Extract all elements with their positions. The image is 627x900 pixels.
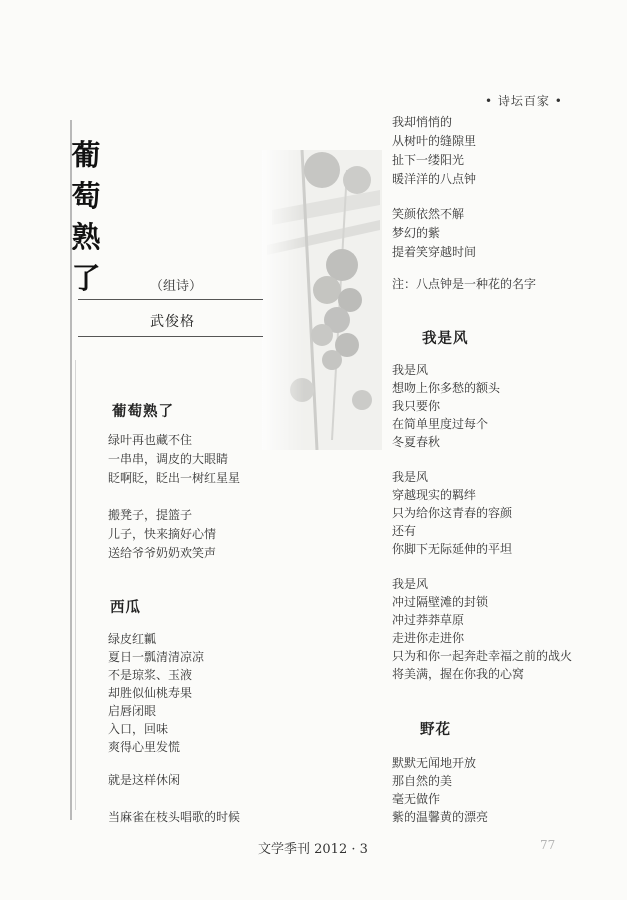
poem-body bbox=[108, 508, 216, 565]
poem-line: 儿子，快来摘好心情 bbox=[108, 527, 217, 541]
poem-line: 穿越现实的羁绊 bbox=[392, 488, 477, 502]
poem-line: 一串串，调皮的大眼睛 bbox=[108, 452, 229, 466]
poem-line: 冬夏春秋 bbox=[392, 435, 441, 449]
journal-issue: 文学季刊 2012 · 3 bbox=[258, 842, 368, 857]
poem-line: 眨啊眨，眨出一树红星星 bbox=[108, 471, 241, 485]
poem-title: 葡萄熟了 bbox=[112, 403, 174, 420]
poem-body bbox=[392, 577, 572, 685]
poem-line: 你脚下无际延伸的平坦 bbox=[392, 542, 513, 556]
poem-line: 笑颜依然不解 bbox=[392, 207, 465, 221]
poem-line: 梦幻的紫 bbox=[392, 226, 441, 240]
author-name: 武俊格 bbox=[150, 314, 195, 330]
main-title-char: 葡 bbox=[71, 138, 101, 172]
main-title bbox=[68, 135, 104, 299]
poem-line: 我是风 bbox=[392, 470, 429, 484]
title-divider-top bbox=[78, 299, 263, 300]
poem-title: 野花 bbox=[420, 721, 451, 738]
poem-line: 只为给你这青春的容颜 bbox=[392, 506, 513, 520]
left-margin-rule-secondary bbox=[75, 360, 76, 810]
main-title-char: 熟 bbox=[71, 220, 101, 254]
poem-line: 入口，回味 bbox=[108, 722, 169, 736]
poem-note: 注：八点钟是一种花的名字 bbox=[392, 277, 537, 291]
grape-vine-photo bbox=[262, 150, 382, 450]
poem-line: 我只要你 bbox=[392, 399, 441, 413]
poem-continuation bbox=[392, 115, 476, 191]
poem-title: 西瓜 bbox=[110, 599, 141, 616]
poem-line: 提着笑穿越时间 bbox=[392, 245, 477, 259]
poem-body bbox=[392, 363, 500, 453]
poem-line: 我却悄悄的 bbox=[392, 115, 453, 129]
poem-collection-subtitle: （组诗） bbox=[150, 279, 203, 294]
poem-line: 我是风 bbox=[392, 577, 429, 591]
poem-line: 走进你走进你 bbox=[392, 631, 465, 645]
poem-line: 却胜似仙桃寿果 bbox=[108, 686, 193, 700]
poem-line: 扯下一缕阳光 bbox=[392, 153, 465, 167]
poem-line: 从树叶的缝隙里 bbox=[392, 134, 477, 148]
poem-body bbox=[108, 433, 240, 490]
poem-line: 默默无闻地开放 bbox=[392, 756, 477, 770]
poem-line: 紫的温馨黄的漂亮 bbox=[392, 810, 489, 824]
poem-line: 爽得心里发慌 bbox=[108, 740, 181, 754]
title-divider-bottom bbox=[78, 336, 263, 337]
poem-body bbox=[392, 756, 488, 828]
poem-line: 想吻上你多愁的额头 bbox=[392, 381, 501, 395]
main-title-char: 萄 bbox=[71, 179, 101, 213]
poem-line: 冲过莽莽草原 bbox=[392, 613, 465, 627]
poem-line: 就是这样休闲 bbox=[108, 773, 181, 787]
poem-line: 启唇闭眼 bbox=[108, 704, 157, 718]
poem-body bbox=[108, 632, 204, 758]
poem-line: 绿叶再也藏不住 bbox=[108, 433, 193, 447]
poem-line: 不是琼浆、玉液 bbox=[108, 668, 193, 682]
main-title-char: 了 bbox=[71, 261, 101, 295]
poem-line: 冲过隔壁滩的封锁 bbox=[392, 595, 489, 609]
poem-line: 只为和你一起奔赴幸福之前的战火 bbox=[392, 649, 573, 663]
poem-line: 那自然的美 bbox=[392, 774, 453, 788]
poem-continuation bbox=[392, 207, 476, 264]
poem-line: 在简单里度过每个 bbox=[392, 417, 489, 431]
poem-title: 我是风 bbox=[422, 330, 469, 347]
poem-line: 夏日一瓢清清凉凉 bbox=[108, 650, 205, 664]
poem-line: 送给爷爷奶奶欢笑声 bbox=[108, 546, 217, 560]
poem-line: 当麻雀在枝头唱歌的时候 bbox=[108, 810, 241, 824]
poem-line: 我是风 bbox=[392, 363, 429, 377]
poem-line: 还有 bbox=[392, 524, 417, 538]
poem-line: 绿皮红瓤 bbox=[108, 632, 157, 646]
poem-line: 毫无做作 bbox=[392, 792, 441, 806]
poem-body bbox=[392, 470, 512, 560]
poem-line: 将美满，握在你我的心窝 bbox=[392, 667, 525, 681]
page-number: 77 bbox=[540, 838, 556, 852]
poem-line: 暖洋洋的八点钟 bbox=[392, 172, 477, 186]
column-tag: • 诗坛百家 • bbox=[485, 94, 563, 108]
poem-line: 搬凳子，提篮子 bbox=[108, 508, 193, 522]
